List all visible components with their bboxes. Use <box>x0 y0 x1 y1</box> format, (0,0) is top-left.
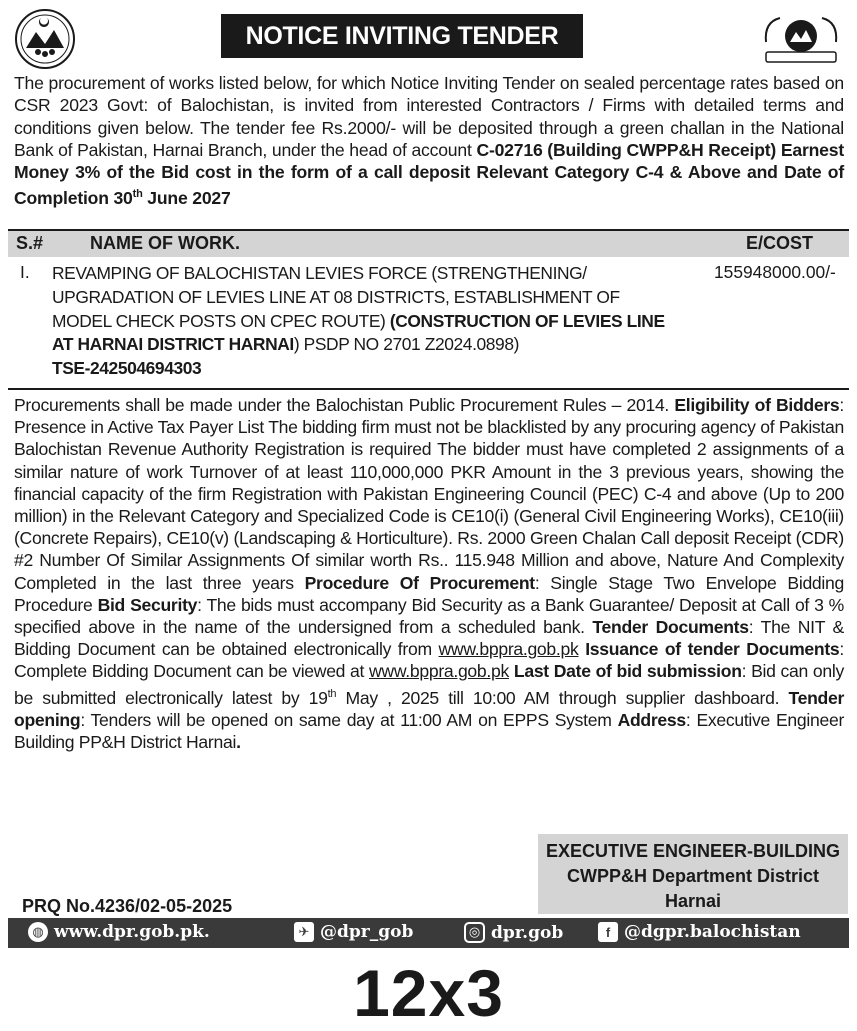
terms-paragraph <box>14 394 844 753</box>
twitter-text: @dpr_gob <box>320 922 414 942</box>
terms-heading: Bid Security <box>97 594 198 615</box>
signature-line-1: EXECUTIVE ENGINEER-BUILDING <box>545 841 841 861</box>
instagram-text: dpr.gob <box>491 922 564 943</box>
intro-text: The procurement of works listed below, for which Notice Inviting Tender on sealed percentage rates based on CSR 2023 Govt: of Balochistan, is invited from interested Contractors / Firms with detailed terms and conditions given below. The tender fee Rs.2000/- will be deposited through a green challan in the National Bank of Pakistan, Harnai Branch, under the head of account <box>14 73 844 160</box>
terms-heading: Procedure Of Procurement <box>304 572 535 593</box>
terms-text: May , 2025 till 10:00 AM through supplier dashboard. <box>336 687 789 708</box>
signature-line-3: Harnai <box>664 891 722 911</box>
notice-title: NOTICE INVITING TENDER <box>221 14 583 58</box>
work-construction-title: (CONSTRUCTION OF LEVIES LINE AT HARNAI DISTRICT HARNAI <box>52 310 665 355</box>
footer-instagram[interactable] <box>464 922 563 943</box>
terms-heading: Tender opening <box>14 687 844 730</box>
footer-social-bar <box>8 918 849 948</box>
terms-text: : Complete Bidding Document can be viewed at <box>14 639 844 682</box>
table-header <box>8 231 849 257</box>
terms-text: : Tenders will be opened on same day at 11:00 AM on EPPS System <box>80 709 618 730</box>
twitter-icon: ✈ <box>294 922 314 942</box>
terms-text: : The bids must accompany Bid Security as a Bank Guarantee/ Deposit at Call of 3 % specified above in the name of the undersigned from a scheduled bank. <box>14 594 844 638</box>
work-description: REVAMPING OF BALOCHISTAN LEVIES FORCE (STRENGTHENING/ UPGRADATION OF LEVIES LINE AT 08 DISTRICTS, ESTABLISHMENT OF MODEL CHECK POSTS ON CPEC ROUTE) <box>52 263 620 331</box>
intro-completion-year: June 2027 <box>142 188 231 209</box>
terms-heading: Issuance of tender Documents <box>585 639 840 660</box>
levies-emblem-icon <box>760 12 842 68</box>
header-estimated-cost: E/COST <box>745 233 813 253</box>
terms-heading: Eligibility of Bidders <box>674 395 840 415</box>
terms-text: : Executive Engineer Building PP&H District Harnai <box>14 709 845 752</box>
bppra-link[interactable]: www.bppra.gob.pk <box>369 661 509 682</box>
terms-text: Procurements shall be made under the Balochistan Public Procurement Rules – 2014. <box>14 395 675 415</box>
header-sno: S.# <box>16 233 44 253</box>
ad-size-label: 12x3 <box>353 956 504 1030</box>
instagram-icon: ◎ <box>464 922 485 943</box>
row-serial: I. <box>20 262 30 282</box>
terms-text: : Presence in Active Tax Payer List The bidding firm must not be blacklisted by any procuring agency of Pakistan Balochistan Revenue Authority Registration is required The bidder must have completed 2 assignments of a similar nature of work Turnover of at least 110,000,000 PKR Amount in the 3 previous years, showing the financial capacity of the firm Registration with Pakistan Engineering Council (PEC) C-4 and above (Up to 200 million) in the Relevant Category and Specialized Code is CE10(i) (General Civil Engineering Works), CE10(iii) (Concrete Repairs), CE10(v) (Landscaping & Horticulture). Rs. 2000 Green Chalan Call deposit Receipt (CDR) #2 Number Of Similar Assignments Of similar worth Rs.. 115.948 Million and above, Nature And Complexity Completed in the last three years <box>14 395 844 593</box>
signature-line-2: CWPP&H Department District <box>566 866 820 886</box>
balochistan-emblem-icon <box>14 8 76 70</box>
prq-number: PRQ No.4236/02-05-2025 <box>22 896 233 916</box>
globe-icon: ◍ <box>28 922 48 942</box>
terms-heading: Last Date of bid submission <box>513 661 742 682</box>
terms-text: : Bid can only be submitted electronically latest by 19 <box>14 661 844 708</box>
footer-website[interactable] <box>28 922 210 942</box>
footer-twitter[interactable] <box>294 922 413 942</box>
website-text: www.dpr.gob.pk. <box>54 922 210 942</box>
row-work-name <box>52 262 682 381</box>
terms-text: : The NIT & Bidding Document can be obtained electronically from <box>14 617 844 660</box>
row-estimated-cost: 155948000.00/- <box>714 262 836 282</box>
terms-heading: Address <box>617 709 686 730</box>
intro-ordinal: th <box>132 188 143 201</box>
signature-block <box>538 834 848 914</box>
intro-account-details: C-02716 (Building CWPP&H Receipt) Earnest Money 3% of the Bid cost in the form of a call deposit Relevant Category C-4 & Above and Date of Completion 30 <box>14 139 844 209</box>
footer-facebook[interactable] <box>598 922 801 942</box>
header-name-of-work: NAME OF WORK. <box>90 233 240 253</box>
facebook-icon: f <box>598 922 618 942</box>
terms-end: . <box>236 731 241 752</box>
intro-paragraph <box>14 72 844 210</box>
work-psdp: ) PSDP NO 2701 Z2024.0898) <box>293 334 519 355</box>
date-ordinal: th <box>327 687 337 700</box>
terms-heading: Tender Documents <box>592 617 749 638</box>
bppra-link[interactable]: www.bppra.gob.pk <box>438 639 579 660</box>
facebook-text: @dgpr.balochistan <box>624 922 801 942</box>
work-tse-id: TSE-242504694303 <box>52 358 202 379</box>
table-divider <box>8 388 849 390</box>
terms-text: : Single Stage Two Envelope Bidding Procedure <box>14 572 844 615</box>
